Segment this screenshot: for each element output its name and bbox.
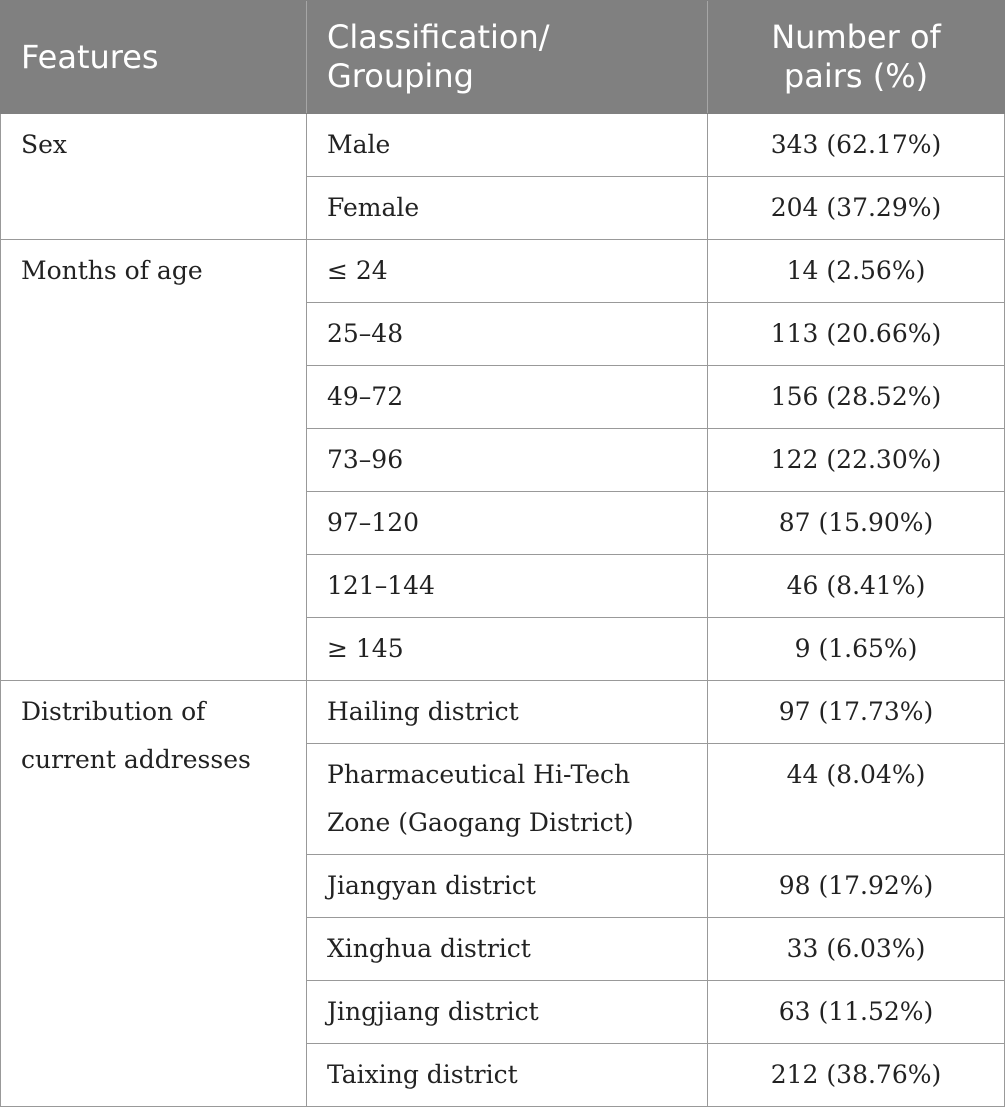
value-cell: 46 (8.41%) bbox=[708, 555, 1005, 618]
value-cell: 9 (1.65%) bbox=[708, 618, 1005, 681]
category-cell: Jiangyan district bbox=[307, 855, 708, 918]
value-cell: 212 (38.76%) bbox=[708, 1044, 1005, 1107]
value-cell: 113 (20.66%) bbox=[708, 303, 1005, 366]
category-cell: Taixing district bbox=[307, 1044, 708, 1107]
value-cell: 98 (17.92%) bbox=[708, 855, 1005, 918]
value-cell: 87 (15.90%) bbox=[708, 492, 1005, 555]
value-cell: 33 (6.03%) bbox=[708, 918, 1005, 981]
category-cell: Jingjiang district bbox=[307, 981, 708, 1044]
category-cell: ≤ 24 bbox=[307, 240, 708, 303]
feature-cell-months-of-age: Months of age bbox=[1, 240, 307, 681]
category-cell: Xinghua district bbox=[307, 918, 708, 981]
table-row bbox=[1, 240, 1005, 303]
value-cell: 44 (8.04%) bbox=[708, 744, 1005, 855]
value-cell: 204 (37.29%) bbox=[708, 177, 1005, 240]
category-cell: 49–72 bbox=[307, 366, 708, 429]
header-classification: Classification/ Grouping bbox=[307, 1, 708, 114]
category-cell: 25–48 bbox=[307, 303, 708, 366]
value-cell: 156 (28.52%) bbox=[708, 366, 1005, 429]
category-cell: 73–96 bbox=[307, 429, 708, 492]
value-cell: 97 (17.73%) bbox=[708, 681, 1005, 744]
header-row bbox=[1, 1, 1005, 114]
feature-cell-sex: Sex bbox=[1, 114, 307, 240]
category-cell: Pharmaceutical Hi-Tech Zone (Gaogang District) bbox=[307, 744, 708, 855]
value-cell: 122 (22.30%) bbox=[708, 429, 1005, 492]
value-cell: 343 (62.17%) bbox=[708, 114, 1005, 177]
value-cell: 63 (11.52%) bbox=[708, 981, 1005, 1044]
category-cell: 121–144 bbox=[307, 555, 708, 618]
table-row bbox=[1, 114, 1005, 177]
table-row bbox=[1, 681, 1005, 744]
category-cell: ≥ 145 bbox=[307, 618, 708, 681]
category-cell: Male bbox=[307, 114, 708, 177]
category-cell: Female bbox=[307, 177, 708, 240]
category-cell: Hailing district bbox=[307, 681, 708, 744]
category-cell: 97–120 bbox=[307, 492, 708, 555]
feature-cell-distribution: Distribution of current addresses bbox=[1, 681, 307, 1107]
value-cell: 14 (2.56%) bbox=[708, 240, 1005, 303]
header-features: Features bbox=[1, 1, 307, 114]
header-number-of-pairs: Number of pairs (%) bbox=[708, 1, 1005, 114]
